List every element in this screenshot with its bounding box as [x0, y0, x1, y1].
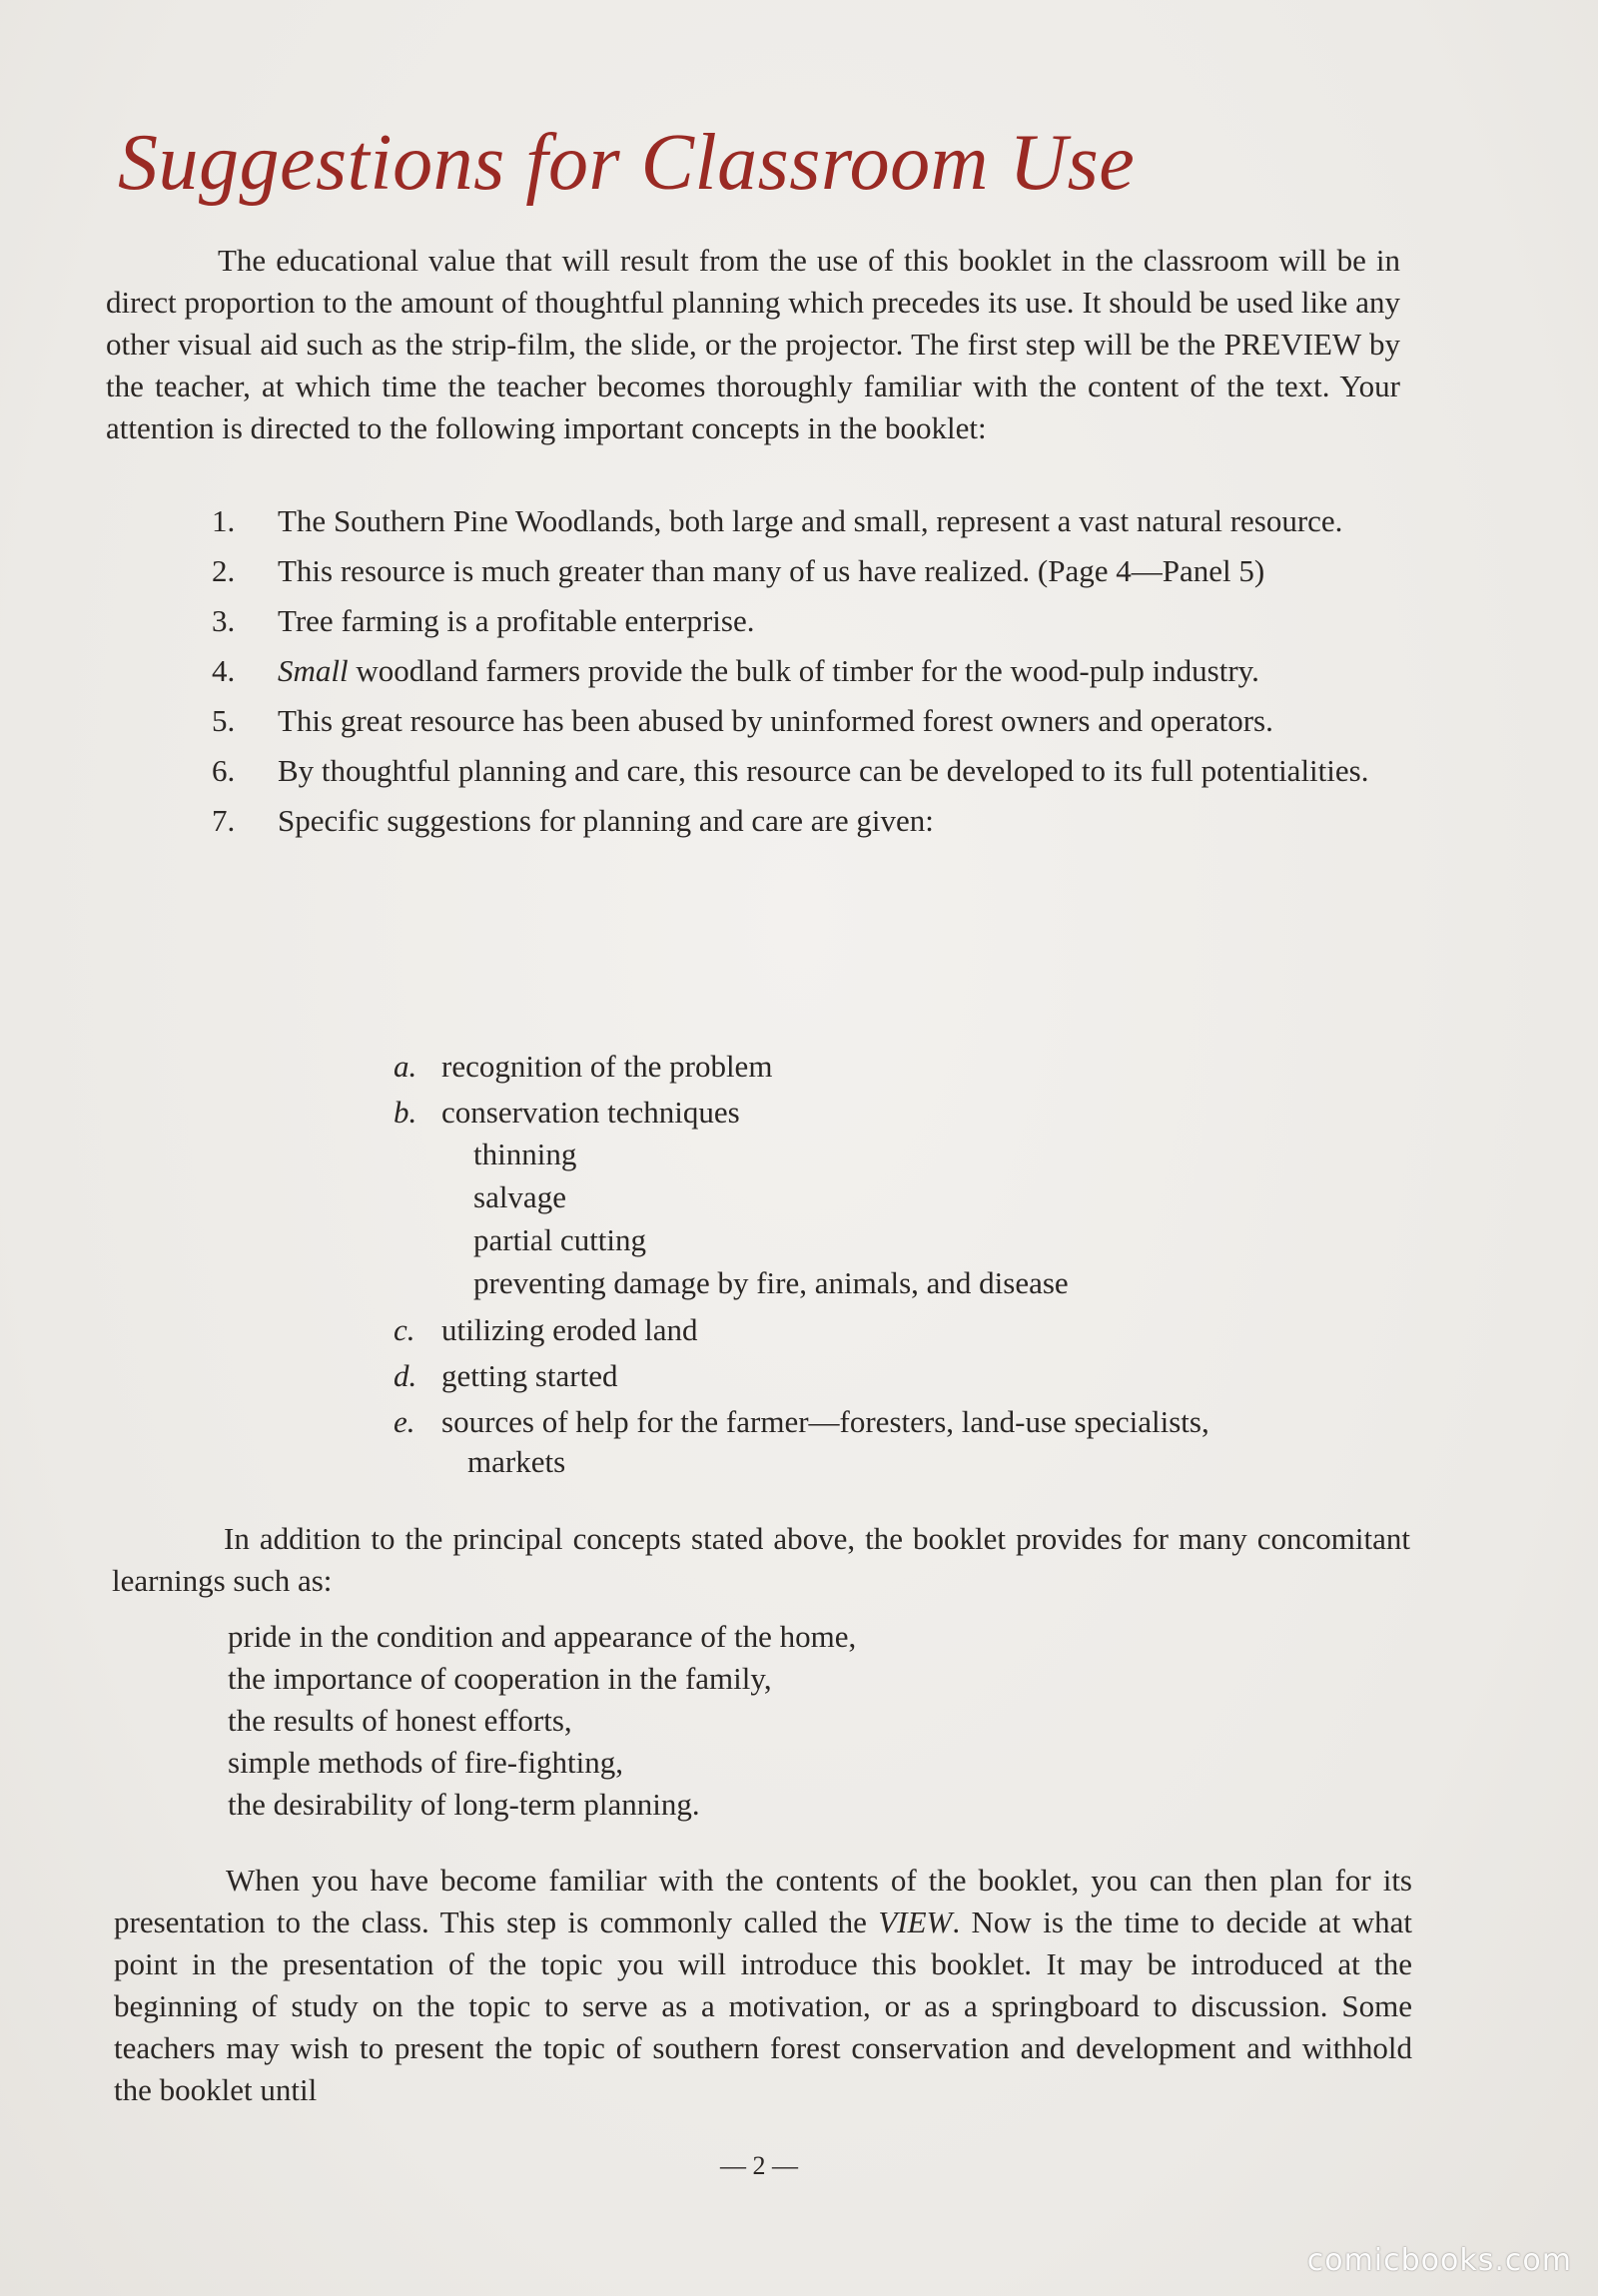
suggestion-text: utilizing eroded land — [441, 1312, 698, 1347]
concept-item — [212, 751, 1406, 791]
suggestion-item — [394, 1356, 1412, 1396]
suggestion-letter: e. — [394, 1404, 415, 1439]
suggestion-item — [394, 1402, 1412, 1482]
view-word: VIEW — [878, 1905, 953, 1939]
view-text-end: . Now is the time to decide at what point in the presentation of the topic you will introduce this booklet. It may be introduced at the beginning of study on the topic to serve as a motivation, or as a springboard to discussion. Some teachers may wish to present the topic of southern forest conservation and development and withhold the booklet until — [114, 1905, 1412, 2107]
suggestions-list — [394, 1047, 1412, 1488]
concept-item — [212, 501, 1406, 541]
concept-number: 5. — [212, 703, 236, 738]
intro-text-start: The educational value that will result from the use of this booklet in the classroom will be in direct proportion to the amount of thoughtful planning which precedes its use. It should be used like any other visual aid such as the strip-film, the slide, or the projector. The first step will be the — [106, 243, 1400, 362]
concept-item — [212, 551, 1406, 591]
concept-item — [212, 651, 1406, 691]
view-paragraph — [114, 1860, 1412, 2111]
suggestion-text: getting started — [441, 1358, 618, 1393]
preview-word: PREVIEW — [1223, 327, 1361, 362]
suggestion-item — [394, 1047, 1412, 1087]
concept-number: 4. — [212, 653, 236, 688]
page-number: — 2 — — [720, 2151, 798, 2180]
concept-item — [212, 801, 1406, 841]
learning-item: pride in the condition and appearance of the home, — [228, 1619, 857, 1654]
technique-item: salvage — [473, 1179, 566, 1214]
concept-item — [212, 601, 1406, 641]
concept-number: 2. — [212, 553, 236, 588]
suggestion-text: recognition of the problem — [441, 1049, 773, 1084]
technique-item: thinning — [473, 1137, 577, 1171]
suggestion-item — [394, 1310, 1412, 1350]
concept-text: The Southern Pine Woodlands, both large and small, represent a vast natural resource. — [278, 503, 1343, 538]
suggestion-letter: c. — [394, 1312, 415, 1347]
concept-text: By thoughtful planning and care, this resource can be developed to its full potentialities. — [278, 753, 1369, 788]
suggestion-letter: d. — [394, 1358, 417, 1393]
techniques-list — [441, 1133, 1412, 1304]
concept-item — [212, 701, 1406, 741]
concepts-list — [212, 501, 1406, 851]
learning-item: the importance of cooperation in the family, — [228, 1661, 772, 1696]
intro-text-end: by the teacher, at which time the teacher becomes thoroughly familiar with the content of the text. Your attention is directed to the following important concepts in the booklet: — [106, 327, 1400, 445]
concept-number: 6. — [212, 753, 236, 788]
concept-text: This resource is much greater than many of us have realized. (Page 4—Panel 5) — [278, 553, 1265, 588]
suggestion-text: sources of help for the farmer—foresters, land-use specialists, — [441, 1404, 1209, 1439]
concept-emphasis: Small — [278, 653, 349, 688]
view-text-start: When you have become familiar with the contents of the booklet, you can then plan for its presentation to the class. This step is commonly called the — [114, 1863, 1412, 1939]
concept-text: This great resource has been abused by uninformed forest owners and operators. — [278, 703, 1273, 738]
concept-number: 7. — [212, 803, 236, 838]
learnings-list — [228, 1616, 856, 1826]
suggestion-item — [394, 1093, 1412, 1304]
learning-item: the results of honest efforts, — [228, 1703, 572, 1738]
technique-item: preventing damage by fire, animals, and disease — [473, 1265, 1069, 1300]
learning-item: simple methods of fire-fighting, — [228, 1745, 624, 1780]
suggestion-text: conservation techniques — [441, 1095, 740, 1130]
suggestion-letter: a. — [394, 1049, 417, 1084]
watermark: comicbooks.com — [1306, 2243, 1572, 2278]
concept-text: Specific suggestions for planning and care are given: — [278, 803, 934, 838]
page-title: Suggestions for Classroom Use — [118, 119, 1136, 207]
suggestion-letter: b. — [394, 1095, 417, 1130]
addition-paragraph: In addition to the principal concepts stated above, the booklet provides for many concomitant learnings such as: — [112, 1521, 1410, 1598]
concept-text: woodland farmers provide the bulk of timber for the wood-pulp industry. — [348, 653, 1259, 688]
concept-text: Tree farming is a profitable enterprise. — [278, 603, 755, 638]
concept-number: 1. — [212, 503, 236, 538]
learning-item: the desirability of long-term planning. — [228, 1787, 700, 1822]
concept-number: 3. — [212, 603, 236, 638]
suggestion-continuation: markets — [467, 1444, 566, 1479]
intro-paragraph — [106, 240, 1400, 449]
technique-item: partial cutting — [473, 1222, 647, 1257]
